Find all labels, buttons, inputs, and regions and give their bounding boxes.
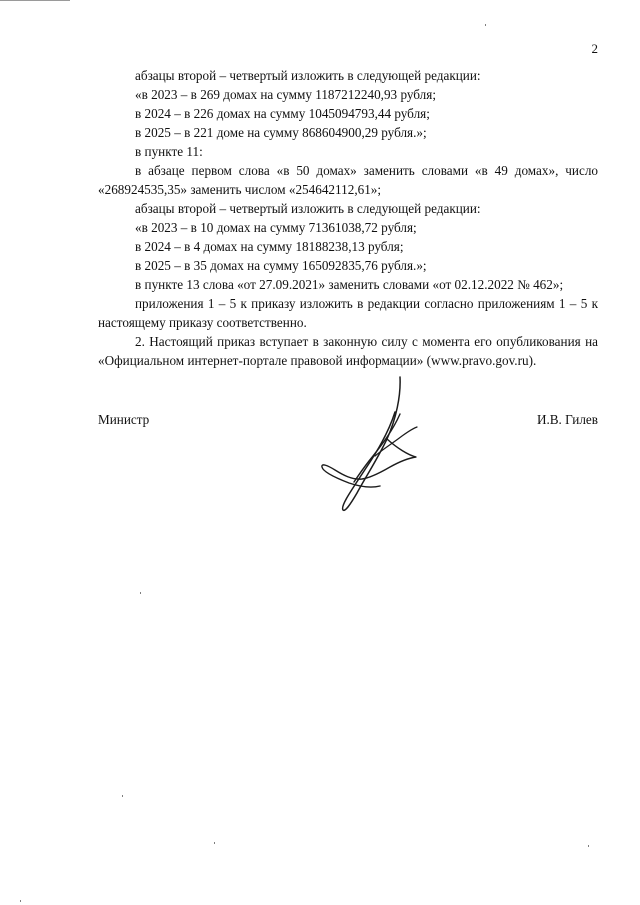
paragraph-8: «в 2023 – в 10 домах на сумму 71361038,72 рубля; [135,220,417,235]
document-body [98,66,598,370]
scan-speck [485,24,486,26]
paragraph-9: в 2024 – в 4 домах на сумму 18188238,13 рубля; [135,239,404,254]
paragraph-4: в 2025 – в 221 доме на сумму 868604900,29 рубля.»; [135,125,427,140]
paragraph-12: приложения 1 – 5 к приказу изложить в редакции согласно приложениям 1 – 5 к настоящему приказу соответственно. [98,296,598,330]
paragraph-7: абзацы второй – четвертый изложить в следующей редакции: [135,201,481,216]
scan-edge-line [0,0,70,1]
paragraph-5: в пункте 11: [135,144,203,159]
paragraph-10: в 2025 – в 35 домах на сумму 165092835,76 рубля.»; [135,258,427,273]
signer-name: И.В. Гилев [536,412,598,427]
scan-speck [588,845,589,847]
page-number: 2 [591,41,598,56]
paragraph-2: «в 2023 – в 269 домах на сумму 1187212240,93 рубля; [135,87,436,102]
handwritten-signature [305,372,435,522]
paragraph-13: 2. Настоящий приказ вступает в законную силу с момента его опубликования на «Официальном интернет-портале правовой информации» (www.pravo.gov.ru). [98,334,598,368]
scan-speck [214,842,215,844]
scan-speck [140,592,141,594]
paragraph-3: в 2024 – в 226 домах на сумму 1045094793,44 рубля; [135,106,430,121]
paragraph-6: в абзаце первом слова «в 50 домах» заменить словами «в 49 домах», число «268924535,35» заменить числом «254642112,61»; [98,163,598,197]
scan-speck [20,900,21,902]
paragraph-1: абзацы второй – четвертый изложить в следующей редакции: [135,68,481,83]
paragraph-11: в пункте 13 слова «от 27.09.2021» заменить словами «от 02.12.2022 № 462»; [135,277,564,292]
scan-speck [122,795,123,797]
signer-position: Министр [98,412,150,427]
